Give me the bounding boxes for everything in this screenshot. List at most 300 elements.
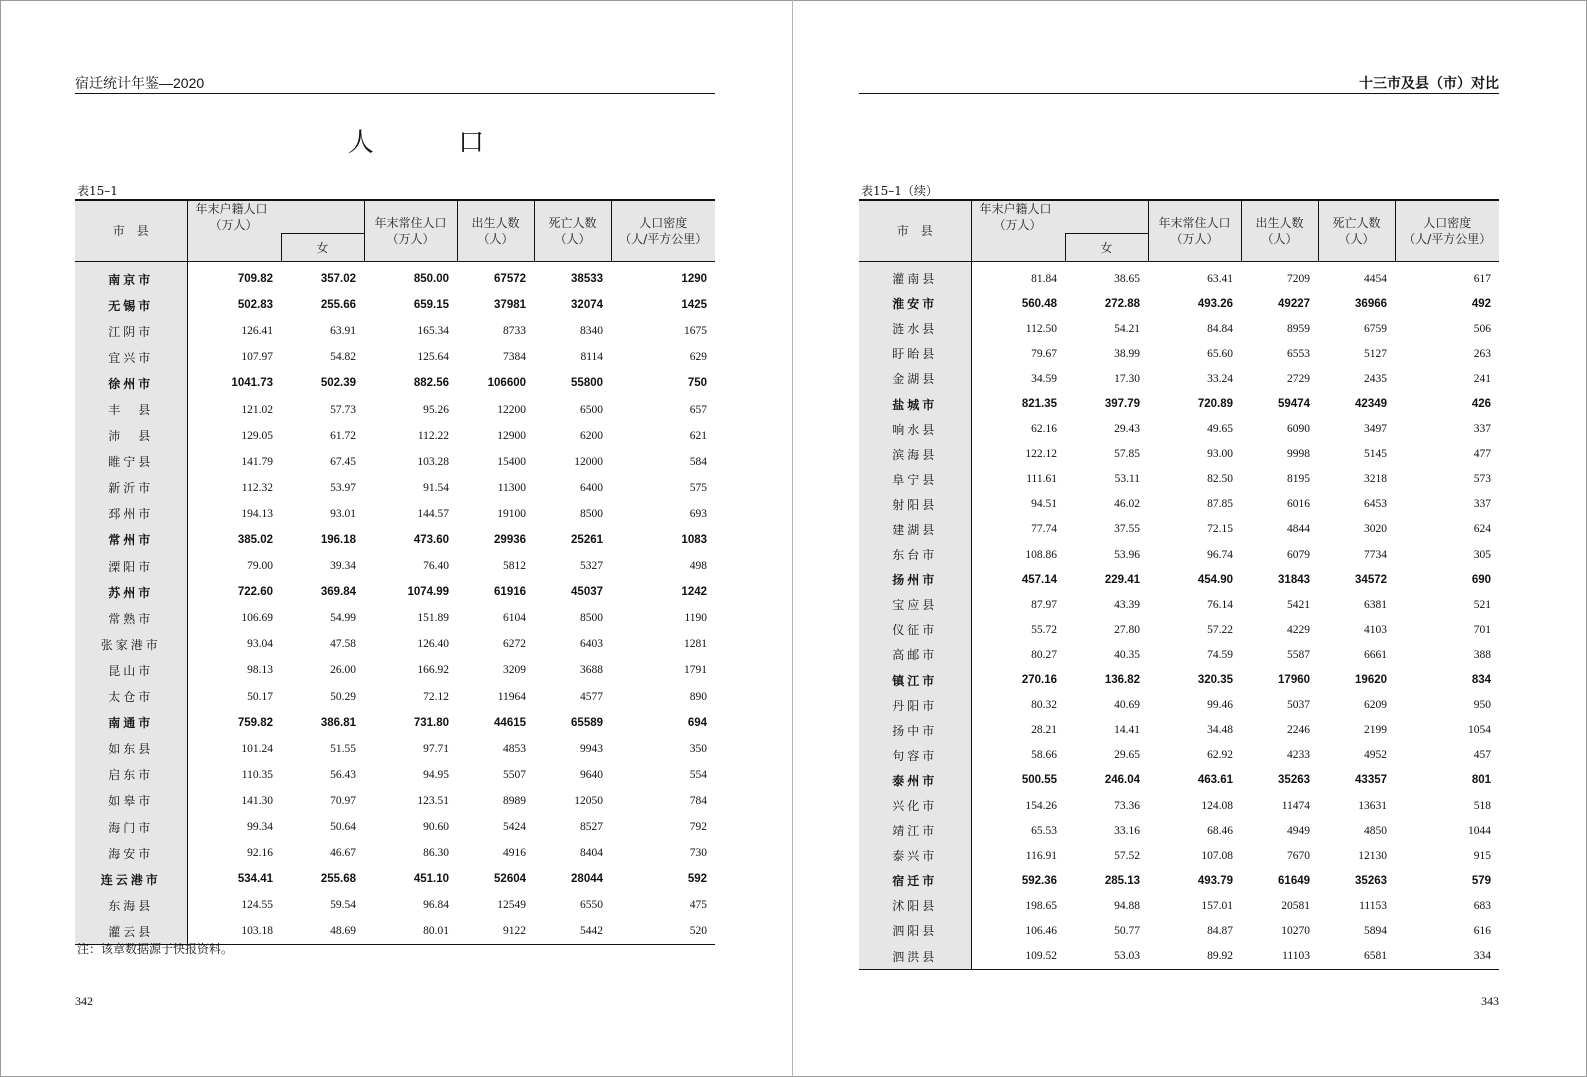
table-row [75, 396, 715, 422]
cell-female-population: 17.30 [1114, 372, 1141, 385]
table-row [75, 736, 715, 762]
cell-density: 1242 [681, 586, 708, 599]
cell-county-name: 高邮市 [859, 642, 971, 667]
cell-density: 621 [689, 429, 708, 442]
cell-density: 1083 [681, 533, 708, 546]
cell-registered-population: 709.82 [187, 262, 281, 293]
table-row [75, 370, 715, 396]
cell-deaths: 4577 [580, 690, 604, 703]
cell-registered-population: 126.41 [187, 318, 281, 344]
cell-density: 1190 [684, 612, 708, 625]
cell-density: 750 [687, 377, 708, 390]
cell-female-population: 27.80 [1114, 623, 1141, 636]
cell-resident-population: 87.85 [1207, 498, 1234, 511]
cell-resident-population: 473.60 [413, 533, 450, 546]
cell-female-population: 39.34 [330, 560, 357, 573]
cell-deaths: 4103 [1364, 623, 1388, 636]
header-female: 女 [1065, 234, 1148, 262]
cell-registered-population: 560.48 [971, 291, 1065, 316]
cell-registered-population: 77.74 [971, 517, 1065, 542]
table-row [859, 567, 1499, 592]
cell-births: 7670 [1287, 849, 1311, 862]
cell-county-name: 苏州市 [75, 579, 187, 605]
cell-deaths: 2435 [1364, 372, 1388, 385]
cell-resident-population: 107.08 [1201, 849, 1234, 862]
table-row [859, 793, 1499, 818]
cell-resident-population: 34.48 [1207, 724, 1234, 737]
cell-births: 8989 [503, 794, 527, 807]
cell-density: 690 [1471, 573, 1492, 586]
cell-density: 1054 [1468, 724, 1492, 737]
cell-births: 12549 [497, 899, 527, 912]
footnote: 注：该章数据源于快报资料。 [77, 942, 234, 956]
cell-births: 5424 [503, 821, 527, 834]
cell-deaths: 5894 [1364, 924, 1388, 937]
cell-female-population: 29.65 [1114, 749, 1141, 762]
cell-resident-population: 720.89 [1197, 398, 1234, 411]
cell-density: 1281 [684, 638, 708, 651]
cell-births: 5507 [503, 768, 527, 781]
cell-deaths: 19620 [1355, 674, 1388, 687]
cell-county-name: 无锡市 [75, 292, 187, 318]
table-row [75, 318, 715, 344]
cell-female-population: 48.69 [281, 918, 364, 945]
cell-registered-population: 80.27 [971, 642, 1065, 667]
cell-registered-population: 101.24 [187, 736, 281, 762]
cell-female-population: 73.36 [1114, 799, 1141, 812]
cell-county-name: 滨海县 [859, 442, 971, 467]
cell-births: 6104 [503, 612, 527, 625]
cell-female-population: 50.29 [330, 690, 357, 703]
table-row [75, 605, 715, 631]
table-row [75, 866, 715, 892]
cell-female-population: 53.96 [1114, 548, 1141, 561]
cell-density: 592 [687, 873, 708, 886]
cell-births: 35263 [1278, 774, 1311, 787]
cell-resident-population: 96.74 [1207, 548, 1234, 561]
cell-density: 694 [687, 716, 708, 729]
cell-registered-population: 103.18 [187, 918, 281, 945]
cell-resident-population: 97.71 [423, 742, 450, 755]
cell-density: 305 [1473, 548, 1492, 561]
cell-female-population: 51.55 [330, 742, 357, 755]
cell-registered-population: 141.30 [187, 788, 281, 814]
cell-density: 584 [689, 455, 708, 468]
table-row [859, 617, 1499, 642]
cell-female-population: 46.02 [1114, 498, 1141, 511]
cell-density: 701 [1473, 623, 1492, 636]
cell-registered-population: 112.32 [187, 475, 281, 501]
cell-density: 616 [1473, 924, 1492, 937]
cell-county-name: 新沂市 [75, 475, 187, 501]
header-registered: 年末户籍人口 （万人） [971, 200, 1148, 234]
cell-births: 4844 [1287, 523, 1311, 536]
cell-county-name: 启东市 [75, 762, 187, 788]
cell-female-population: 369.84 [320, 586, 357, 599]
cell-births: 8733 [503, 325, 527, 338]
cell-female-population: 40.69 [1114, 699, 1141, 712]
cell-resident-population: 95.26 [423, 403, 450, 416]
cell-female-population: 54.82 [330, 351, 357, 364]
cell-female-population: 272.88 [1104, 297, 1141, 310]
cell-births: 49227 [1278, 297, 1311, 310]
cell-female-population: 386.81 [320, 716, 357, 729]
table-row [859, 366, 1499, 391]
cell-female-population: 53.11 [1114, 473, 1141, 486]
cell-county-name: 丹阳市 [859, 693, 971, 718]
table-row [859, 918, 1499, 943]
table-label-left: 表15–1 [77, 184, 118, 198]
table-row [75, 788, 715, 814]
table-row [75, 262, 715, 293]
cell-density: 784 [689, 794, 708, 807]
cell-female-population: 57.52 [1114, 849, 1141, 862]
table-row [75, 657, 715, 683]
cell-female-population: 285.13 [1104, 874, 1141, 887]
table-row [75, 501, 715, 527]
cell-births: 2246 [1287, 724, 1311, 737]
cell-deaths: 8404 [580, 847, 604, 860]
cell-births: 6079 [1287, 548, 1311, 561]
table-row [859, 818, 1499, 843]
cell-county-name: 镇江市 [859, 668, 971, 693]
header-deaths: 死亡人数 （人） [1318, 200, 1395, 262]
table-row [859, 893, 1499, 918]
table-row [859, 291, 1499, 316]
table-row [859, 492, 1499, 517]
cell-female-population: 50.64 [330, 821, 357, 834]
cell-registered-population: 79.67 [971, 341, 1065, 366]
cell-county-name: 泗阳县 [859, 918, 971, 943]
cell-density: 579 [1471, 874, 1492, 887]
cell-female-population: 61.72 [330, 429, 357, 442]
cell-female-population: 40.35 [1114, 648, 1141, 661]
cell-deaths: 55800 [571, 377, 604, 390]
head-rule-right [859, 93, 1499, 94]
cell-registered-population: 98.13 [187, 657, 281, 683]
cell-resident-population: 76.14 [1207, 598, 1234, 611]
cell-resident-population: 90.60 [423, 821, 450, 834]
table-row [75, 762, 715, 788]
table-row [75, 527, 715, 553]
cell-deaths: 34572 [1355, 573, 1388, 586]
cell-female-population: 397.79 [1104, 398, 1141, 411]
cell-density: 1425 [681, 299, 708, 312]
cell-deaths: 9640 [580, 768, 604, 781]
cell-female-population: 67.45 [330, 455, 357, 468]
cell-deaths: 6759 [1364, 322, 1388, 335]
cell-deaths: 5127 [1364, 347, 1388, 360]
cell-density: 573 [1473, 473, 1492, 486]
header-resident: 年末常住人口 （万人） [364, 200, 457, 262]
header-county: 市 县 [75, 200, 187, 262]
cell-county-name: 太仓市 [75, 684, 187, 710]
table-row [859, 417, 1499, 442]
cell-resident-population: 82.50 [1207, 473, 1234, 486]
running-head-right: 十三市及县（市）对比 [1359, 75, 1499, 91]
cell-county-name: 淮安市 [859, 291, 971, 316]
cell-resident-population: 125.64 [417, 351, 450, 364]
cell-deaths: 3218 [1364, 473, 1388, 486]
cell-resident-population: 1074.99 [407, 586, 450, 599]
table-row [75, 710, 715, 736]
cell-deaths: 12130 [1358, 849, 1388, 862]
cell-registered-population: 502.83 [187, 292, 281, 318]
cell-births: 52604 [494, 873, 527, 886]
cell-resident-population: 493.79 [1197, 874, 1234, 887]
cell-density: 890 [689, 690, 708, 703]
cell-resident-population: 65.60 [1207, 347, 1234, 360]
cell-registered-population: 106.46 [971, 918, 1065, 943]
cell-births: 20581 [1281, 899, 1311, 912]
cell-density: 388 [1473, 648, 1492, 661]
cell-county-name: 兴化市 [859, 793, 971, 818]
cell-resident-population: 89.92 [1148, 944, 1241, 970]
cell-female-population: 255.68 [320, 873, 357, 886]
cell-deaths: 6581 [1318, 944, 1395, 970]
cell-deaths: 8500 [580, 507, 604, 520]
cell-resident-population: 72.12 [423, 690, 450, 703]
cell-county-name: 宜兴市 [75, 344, 187, 370]
cell-births: 11964 [497, 690, 527, 703]
cell-density: 801 [1471, 774, 1492, 787]
cell-births: 8195 [1287, 473, 1311, 486]
cell-deaths: 13631 [1358, 799, 1388, 812]
cell-female-population: 63.91 [330, 325, 357, 338]
cell-density: 1791 [684, 664, 708, 677]
table-row [859, 592, 1499, 617]
cell-resident-population: 451.10 [413, 873, 450, 886]
page-number-right: 343 [1481, 994, 1499, 1008]
cell-resident-population: 126.40 [417, 638, 450, 651]
cell-resident-population: 882.56 [413, 377, 450, 390]
cell-density: 337 [1473, 423, 1492, 436]
cell-county-name: 响水县 [859, 417, 971, 442]
running-head-left: 宿迁统计年鉴—2020 [75, 75, 205, 91]
cell-county-name: 邳州市 [75, 501, 187, 527]
cell-density: 475 [689, 899, 708, 912]
cell-resident-population: 659.15 [413, 299, 450, 312]
cell-registered-population: 81.84 [971, 262, 1065, 292]
cell-registered-population: 65.53 [971, 818, 1065, 843]
table-row [75, 684, 715, 710]
cell-female-population: 93.01 [330, 507, 357, 520]
cell-female-population: 57.85 [1114, 448, 1141, 461]
cell-county-name: 连云港市 [75, 866, 187, 892]
table-row [75, 423, 715, 449]
cell-female-population: 54.99 [330, 612, 357, 625]
cell-registered-population: 122.12 [971, 442, 1065, 467]
cell-resident-population: 123.51 [417, 794, 450, 807]
cell-female-population: 29.43 [1114, 423, 1141, 436]
cell-county-name: 泰兴市 [859, 843, 971, 868]
cell-births: 31843 [1278, 573, 1311, 586]
cell-county-name: 常熟市 [75, 605, 187, 631]
cell-resident-population: 320.35 [1197, 674, 1234, 687]
cell-female-population: 70.97 [330, 794, 357, 807]
cell-registered-population: 1041.73 [187, 370, 281, 396]
cell-registered-population: 87.97 [971, 592, 1065, 617]
cell-density: 730 [689, 847, 708, 860]
cell-density: 334 [1395, 944, 1499, 970]
header-deaths: 死亡人数 （人） [534, 200, 611, 262]
cell-density: 575 [689, 481, 708, 494]
cell-deaths: 4454 [1364, 272, 1388, 285]
cell-births: 37981 [494, 299, 527, 312]
cell-county-name: 如东县 [75, 736, 187, 762]
header-female: 女 [281, 234, 364, 262]
cell-density: 337 [1473, 498, 1492, 511]
cell-resident-population: 49.65 [1207, 423, 1234, 436]
cell-county-name: 徐州市 [75, 370, 187, 396]
cell-female-population: 53.03 [1065, 944, 1148, 970]
cell-resident-population: 463.61 [1197, 774, 1234, 787]
cell-births: 12900 [497, 429, 527, 442]
cell-county-name: 泰州市 [859, 768, 971, 793]
cell-density: 263 [1473, 347, 1492, 360]
cell-county-name: 沛 县 [75, 423, 187, 449]
cell-density: 624 [1473, 523, 1492, 536]
chapter-title: 人 口 [347, 128, 523, 158]
cell-county-name: 张家港市 [75, 631, 187, 657]
cell-births: 2729 [1287, 372, 1311, 385]
cell-resident-population: 68.46 [1207, 824, 1234, 837]
cell-county-name: 东台市 [859, 542, 971, 567]
cell-deaths: 6550 [580, 899, 604, 912]
cell-births: 4853 [503, 742, 527, 755]
cell-deaths: 8500 [580, 612, 604, 625]
cell-births: 4229 [1287, 623, 1311, 636]
table-row [75, 475, 715, 501]
table-row [75, 814, 715, 840]
table-row [859, 442, 1499, 467]
header-resident: 年末常住人口 （万人） [1148, 200, 1241, 262]
cell-density: 492 [1471, 297, 1492, 310]
cell-county-name: 盱眙县 [859, 341, 971, 366]
book-gutter [792, 0, 793, 1077]
cell-female-population: 357.02 [320, 273, 357, 286]
table-row [859, 391, 1499, 416]
table-row [859, 642, 1499, 667]
cell-births: 7384 [503, 351, 527, 364]
cell-deaths: 6453 [1364, 498, 1388, 511]
population-table-right [859, 199, 1499, 970]
cell-density: 657 [689, 403, 708, 416]
cell-births: 6016 [1287, 498, 1311, 511]
cell-resident-population: 84.87 [1207, 924, 1234, 937]
cell-deaths: 2199 [1364, 724, 1388, 737]
cell-resident-population: 63.41 [1207, 272, 1234, 285]
cell-deaths: 6403 [580, 638, 604, 651]
cell-registered-population: 270.16 [971, 668, 1065, 693]
cell-resident-population: 157.01 [1201, 899, 1234, 912]
right-page [859, 0, 1499, 1077]
cell-registered-population: 58.66 [971, 743, 1065, 768]
table-row [859, 262, 1499, 292]
cell-resident-population: 91.54 [423, 481, 450, 494]
cell-deaths: 6500 [580, 403, 604, 416]
table-row [75, 344, 715, 370]
cell-resident-population: 84.84 [1207, 322, 1234, 335]
page-number-left: 342 [75, 994, 93, 1008]
cell-births: 12200 [497, 403, 527, 416]
cell-female-population: 38.65 [1114, 272, 1141, 285]
cell-resident-population: 74.59 [1207, 648, 1234, 661]
cell-resident-population: 454.90 [1197, 573, 1234, 586]
cell-county-name: 丰 县 [75, 396, 187, 422]
cell-county-name: 阜宁县 [859, 467, 971, 492]
cell-county-name: 睢宁县 [75, 449, 187, 475]
cell-registered-population: 534.41 [187, 866, 281, 892]
cell-female-population: 229.41 [1104, 573, 1141, 586]
cell-births: 4949 [1287, 824, 1311, 837]
cell-registered-population: 500.55 [971, 768, 1065, 793]
header-registered-total [187, 234, 281, 262]
cell-female-population: 38.99 [1114, 347, 1141, 360]
cell-female-population: 56.43 [330, 768, 357, 781]
cell-county-name: 南通市 [75, 710, 187, 736]
cell-county-name: 灌云县 [75, 918, 187, 945]
header-births: 出生人数 （人） [1241, 200, 1318, 262]
cell-county-name: 东海县 [75, 892, 187, 918]
cell-resident-population: 850.00 [413, 273, 450, 286]
head-rule-left [75, 93, 715, 94]
cell-density: 1675 [684, 325, 708, 338]
cell-deaths: 6381 [1364, 598, 1388, 611]
cell-registered-population: 55.72 [971, 617, 1065, 642]
cell-resident-population: 112.22 [417, 429, 450, 442]
table-row [859, 341, 1499, 366]
cell-density: 457 [1473, 749, 1492, 762]
cell-births: 67572 [494, 273, 527, 286]
table-row [75, 449, 715, 475]
header-density: 人口密度 （人/平方公里） [1395, 200, 1499, 262]
cell-registered-population: 108.86 [971, 542, 1065, 567]
cell-deaths: 42349 [1355, 398, 1388, 411]
cell-county-name: 句容市 [859, 743, 971, 768]
cell-deaths: 6661 [1364, 648, 1388, 661]
cell-female-population: 59.54 [330, 899, 357, 912]
cell-registered-population: 93.04 [187, 631, 281, 657]
cell-registered-population: 141.79 [187, 449, 281, 475]
cell-density: 518 [1473, 799, 1492, 812]
cell-registered-population: 722.60 [187, 579, 281, 605]
cell-registered-population: 154.26 [971, 793, 1065, 818]
cell-births: 4916 [503, 847, 527, 860]
cell-resident-population: 124.08 [1201, 799, 1234, 812]
cell-deaths: 25261 [571, 533, 604, 546]
cell-resident-population: 72.15 [1207, 523, 1234, 536]
cell-county-name: 宝应县 [859, 592, 971, 617]
cell-county-name: 如皋市 [75, 788, 187, 814]
cell-deaths: 6400 [580, 481, 604, 494]
cell-deaths: 12050 [574, 794, 604, 807]
cell-female-population: 26.00 [330, 664, 357, 677]
cell-resident-population: 76.40 [423, 560, 450, 573]
cell-density: 1044 [1468, 824, 1492, 837]
cell-density: 426 [1471, 398, 1492, 411]
cell-births: 9122 [457, 918, 534, 945]
cell-registered-population: 109.52 [971, 944, 1065, 970]
cell-births: 6090 [1287, 423, 1311, 436]
cell-county-name: 海门市 [75, 814, 187, 840]
cell-resident-population: 151.89 [417, 612, 450, 625]
cell-deaths: 5145 [1364, 448, 1388, 461]
cell-deaths: 3020 [1364, 523, 1388, 536]
cell-registered-population: 116.91 [971, 843, 1065, 868]
cell-resident-population: 731.80 [413, 716, 450, 729]
table-row [859, 467, 1499, 492]
